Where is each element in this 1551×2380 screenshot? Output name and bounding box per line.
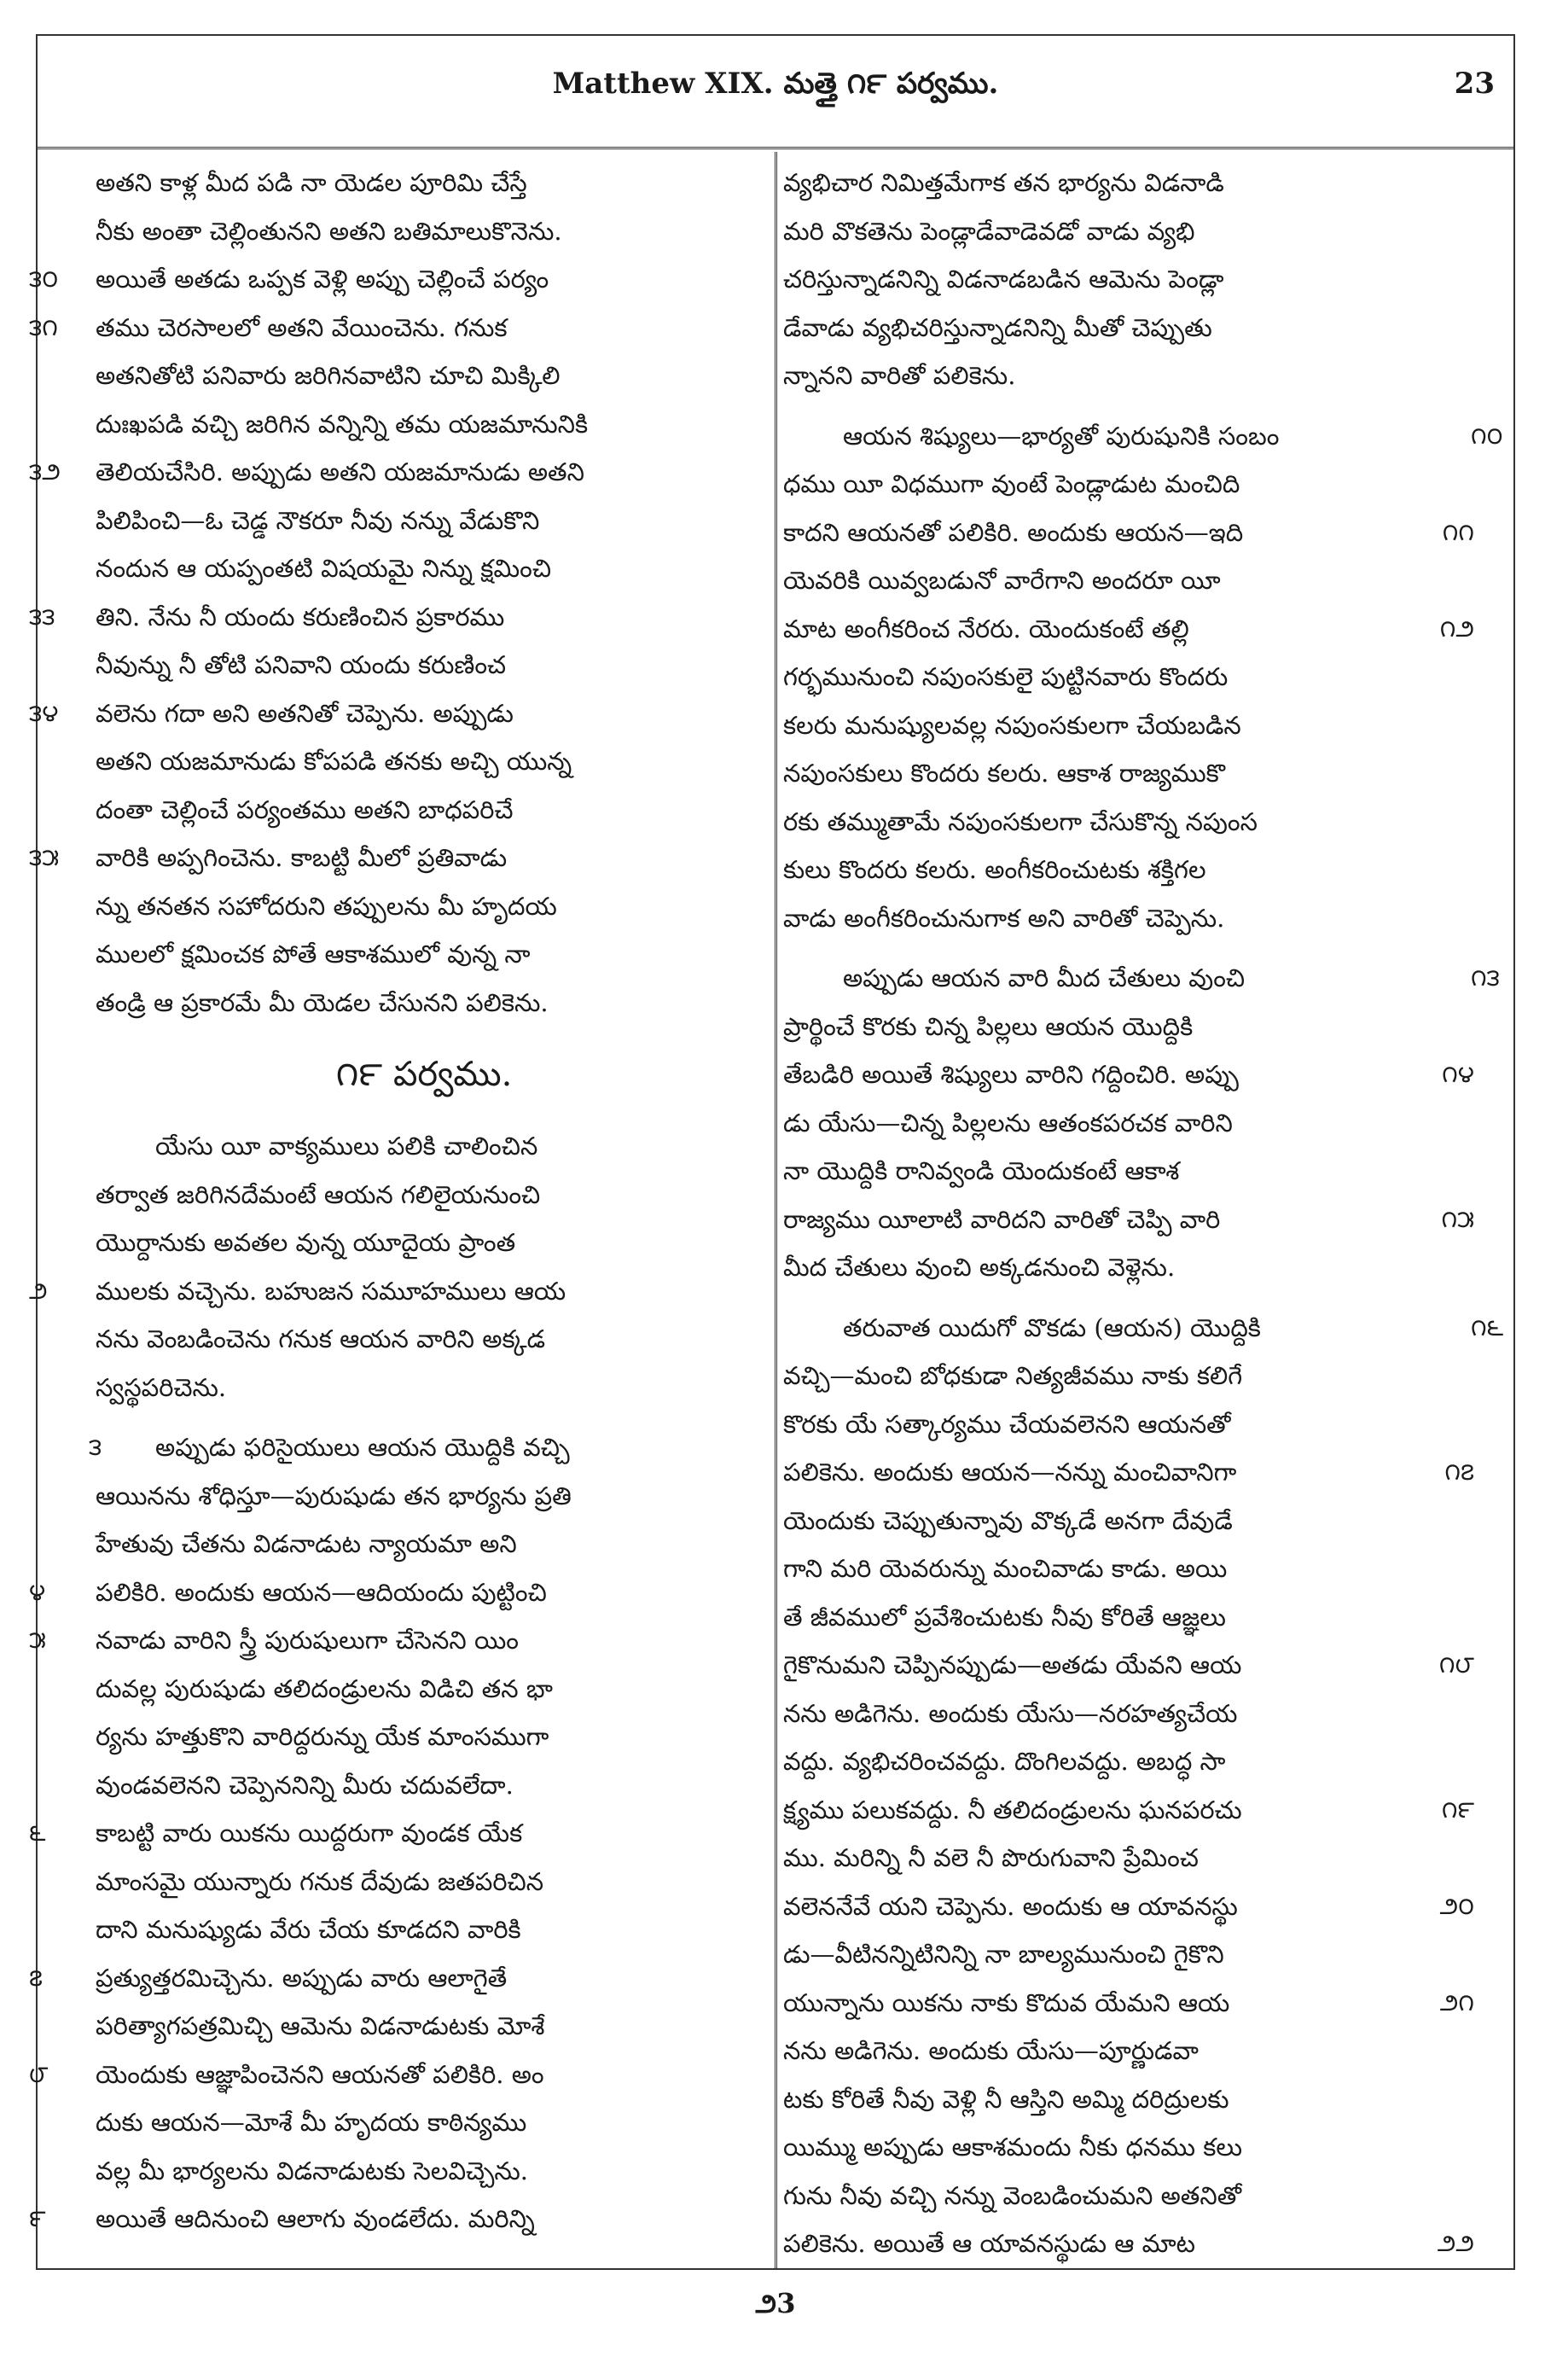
line-text: తండ్రి ఆ ప్రకారమే మీ యెడల చేసునని పలికెను. — [96, 987, 549, 1017]
line-text: ఆయినను శోధిస్తూ—పురుషుడు తన భార్యను ప్రతి — [96, 1481, 572, 1510]
text-line — [783, 1737, 1474, 1786]
verse-number: ౧౧ — [1442, 517, 1474, 546]
line-text: యేసు యీ వాక్యములు పలికి చాలించిన — [155, 1132, 538, 1161]
text-line — [783, 749, 1474, 798]
text-line — [783, 1352, 1474, 1400]
line-text: యెవరికి యివ్వబడునో వారేగాని అందరూ యీ — [783, 566, 1221, 595]
text-line — [96, 400, 752, 449]
line-text: దంతా చెల్లించే పర్యంతము అతని బాధపరిచే — [96, 794, 514, 824]
text-line — [783, 352, 1474, 400]
line-text: కాదని ఆయనతో పలికిరి. అందుకు ఆయన—ఇది — [783, 517, 1244, 547]
text-line — [96, 1472, 752, 1521]
line-text: వుండవలెనని చెప్పెననిన్ని మీరు చదువలేదా. — [96, 1770, 514, 1800]
text-line — [29, 448, 752, 497]
verse-number: ౧౬ — [1471, 1312, 1504, 1341]
text-line — [783, 1196, 1474, 1244]
verse-number: ౩౪ — [29, 698, 59, 727]
line-text: నను అడిగెను. అందుకు యేసు—నరహత్యచేయ — [783, 1698, 1238, 1728]
verse-number: ౯ — [29, 2204, 46, 2232]
line-text: ప్రార్థించే కొరకు చిన్న పిల్లలు ఆయన యొద్దికి — [783, 1011, 1194, 1041]
text-line — [96, 1520, 752, 1568]
text-line — [96, 1171, 752, 1219]
text-line — [783, 605, 1474, 654]
line-text: ప్రత్యుత్తరమిచ్చెను. అప్పుడు వారు ఆలాగైతే — [96, 1963, 508, 1993]
line-text: న్ను తనతన సహోదరుని తప్పులను మీ హృదయ — [96, 891, 557, 921]
verse-number: ౧౨ — [1439, 614, 1474, 643]
text-line — [96, 497, 752, 545]
text-line — [783, 1834, 1474, 1882]
text-line — [783, 159, 1474, 207]
line-text: మీద చేతులు వుంచి అక్కడనుంచి వెళ్లెను. — [783, 1253, 1176, 1282]
text-line — [783, 509, 1474, 557]
verse-number: ౧౫ — [1441, 1204, 1474, 1233]
text-line — [783, 1930, 1474, 1979]
line-text: వాడు అంగీకరించునుగాక అని వారితో చెప్పెను. — [783, 903, 1225, 933]
line-text: మాంసమై యున్నారు గనుక దేవుడు జతపరిచిన — [96, 1866, 544, 1896]
text-line — [96, 544, 752, 593]
line-text: క్ష్యము పలుకవద్దు. నీ తలిదండ్రులను ఘనపరచు — [783, 1795, 1242, 1824]
text-line — [96, 1219, 752, 1267]
verse-number: ౧౯ — [1441, 1795, 1474, 1824]
line-text: గును నీవు వచ్చి నన్ను వెంబడించుమని అతనితో — [783, 2180, 1242, 2210]
line-text: నపుంసకులు కొందరు కలరు. ఆకాశ రాజ్యముకొ — [783, 759, 1226, 788]
chapter-heading: ౧౯ పర్వము. — [335, 1055, 513, 1094]
text-line — [783, 1690, 1474, 1738]
line-text: పలికిరి. అందుకు ఆయన—ఆదియందు పుట్టించి — [96, 1577, 547, 1607]
verse-number: ౩౫ — [29, 843, 60, 871]
text-line — [783, 1147, 1474, 1196]
line-text: యెందుకు ఆజ్ఞాపించెనని ఆయనతో పలికిరి. అం — [96, 2059, 544, 2089]
text-line — [96, 159, 752, 207]
text-line — [783, 2027, 1474, 2075]
line-text: మరి వొకతెను పెండ్లాడేవాడెవడో వాడు వ్యభి — [783, 216, 1195, 246]
verse-number: ౬ — [29, 1818, 46, 1847]
text-line — [783, 954, 1500, 1003]
text-line — [783, 556, 1474, 605]
line-text: అప్పుడు ఫరిసైయులు ఆయన యొద్దికి వచ్చి — [155, 1433, 570, 1462]
text-line — [96, 1761, 752, 1810]
line-text: వారికి అప్పగించెను. కాబట్టి మీలో ప్రతివాడు — [96, 843, 508, 872]
text-line — [783, 798, 1474, 847]
page-header — [38, 36, 1513, 147]
verse-number: ౧౮ — [1438, 1650, 1474, 1679]
text-line — [783, 1545, 1474, 1593]
text-line — [783, 1400, 1474, 1449]
line-text: డు యేసు—చిన్న పిల్లలను ఆతంకపరచక వారిని — [783, 1108, 1233, 1138]
line-text: తర్వాత జరిగినదేమంటే ఆయన గలిలైయనుంచి — [96, 1179, 541, 1209]
line-text: తరువాత యిదుగో వొకడు (ఆయన) యొద్దికి — [843, 1312, 1261, 1342]
verse-number: ౧౭ — [1444, 1458, 1474, 1486]
line-text: రకు తమ్ముతామే నపుంసకులగా చేసుకొన్న నపుంస — [783, 806, 1258, 836]
line-text: రాజ్యము యీలాటి వారిదని వారితో చెప్పి వారి — [783, 1204, 1221, 1234]
text-line — [783, 412, 1503, 461]
text-line — [783, 2220, 1474, 2268]
text-line — [783, 1979, 1474, 2028]
line-text: పిలిపించి—ఓ చెడ్డ నౌకరూ నీవు నన్ను వేడుకొని — [96, 505, 540, 535]
text-line — [29, 255, 752, 304]
line-text: కలరు మనుష్యులవల్ల నపుంసకులగా చేయబడిన — [783, 710, 1241, 740]
line-text: దుఃఖపడి వచ్చి జరిగిన వన్నిన్ని తమ యజమానునికి — [96, 409, 589, 439]
line-text: దువల్ల పురుషుడు తలిదండ్రులను విడిచి తన భా — [96, 1673, 553, 1703]
verse-number: ౩ — [89, 1433, 102, 1461]
text-line — [29, 1616, 752, 1665]
line-text: ర్యను హత్తుకొని వారిద్దరున్ను యేక మాంసముగా — [96, 1722, 549, 1751]
line-text: తెలియచేసిరి. అప్పుడు అతని యజమానుడు అతని — [96, 457, 584, 486]
line-text: అయితే ఆదినుంచి ఆలాగు వుండలేదు. మరిన్ని — [96, 2204, 535, 2233]
line-text: గాని మరి యెవరున్ను మంచివాడు కాడు. అయి — [783, 1554, 1228, 1583]
text-line — [96, 1122, 752, 1171]
text-line — [783, 1304, 1504, 1353]
text-line — [29, 1568, 752, 1617]
line-text: డు—వీటినన్నిటినిన్ని నా బాల్యమునుంచి గైకొని — [783, 1940, 1224, 1969]
line-text: పలికెను. అయితే ఆ యావనస్థుడు ఆ మాట — [783, 2229, 1196, 2258]
line-text: గైకొనుమని చెప్పినప్పుడు—అతడు యేవని ఆయ — [783, 1650, 1242, 1679]
verse-number: ౧౪ — [1442, 1060, 1474, 1088]
line-text: స్వస్థపరిచెను. — [96, 1372, 227, 1402]
text-line — [783, 1497, 1474, 1545]
header-rule — [38, 147, 1513, 149]
line-text: గర్భమునుంచి నపుంసకులై పుట్టినవారు కొందరు — [783, 662, 1229, 691]
text-line — [783, 1593, 1474, 1642]
line-text: అతని కాళ్ల మీద పడి నా యెడల పూరిమి చేస్తే — [96, 168, 527, 197]
text-line — [29, 690, 752, 738]
text-line — [783, 1641, 1474, 1690]
line-text: ఆయన శిష్యులు—భార్యతో పురుషునికి సంబం — [843, 421, 1280, 451]
text-line — [96, 737, 752, 786]
line-text: హేతువు చేతను విడనాడుట న్యాయమా అని — [96, 1529, 517, 1558]
line-text: ములకు వచ్చెను. బహుజన సమూహములు ఆయ — [96, 1276, 566, 1306]
text-line — [29, 2051, 752, 2099]
text-line — [29, 304, 752, 352]
text-line — [96, 641, 752, 690]
line-text: కాబట్టి వారు యికను యిద్దరుగా వుండక యేక — [96, 1818, 523, 1848]
line-text: తము చెరసాలలో అతని వేయించెను. గనుక — [96, 312, 508, 342]
text-line — [29, 1809, 752, 1858]
verse-number: ౩౦ — [29, 265, 59, 293]
line-text: ధము యీ విధముగా వుంటే పెండ్లాడుట మంచిది — [783, 469, 1240, 498]
text-line — [783, 207, 1474, 256]
text-line — [96, 2002, 752, 2051]
verse-number: ౮ — [29, 2059, 49, 2088]
line-text: దుకు ఆయన—మోశే మీ హృదయ కాఠిన్యము — [96, 2108, 527, 2137]
line-text: తిని. నేను నీ యందు కరుణించిన ప్రకారము — [96, 602, 505, 631]
text-line — [783, 1882, 1474, 1931]
text-line — [96, 1364, 752, 1412]
text-line — [96, 1906, 752, 1954]
verse-number: ౨౦ — [1439, 1891, 1474, 1920]
line-text: వ్యభిచార నిమిత్తమేగాక తన భార్యను విడనాడి — [783, 168, 1224, 197]
text-line — [96, 1315, 752, 1364]
line-text: యున్నాను యికను నాకు కొదువ యేమని ఆయ — [783, 1987, 1230, 2017]
text-line — [783, 1448, 1474, 1497]
line-text: యెందుకు చెప్పుతున్నావు వొక్కడే అనగా దేవుడే — [783, 1505, 1233, 1535]
verse-number: ౨ — [29, 1276, 48, 1305]
text-line — [783, 1050, 1474, 1099]
line-text: న్నానని వారితో పలికెను. — [783, 361, 1016, 390]
text-line — [96, 2147, 752, 2196]
line-text: పరిత్యాగపత్రమిచ్చి ఆమెను విడనాడుటకు మోశే — [96, 2011, 545, 2040]
column-divider — [775, 152, 777, 2268]
text-line — [783, 701, 1474, 750]
line-text: వల్ల మీ భార్యలను విడనాడుటకు సెలవిచ్చెను. — [96, 2156, 528, 2185]
text-line — [96, 979, 752, 1027]
verse-number: ౨౧ — [1439, 1987, 1474, 2016]
signature-mark: ౨3 — [755, 2287, 796, 2319]
text-line — [783, 2123, 1474, 2172]
text-line — [96, 786, 752, 835]
line-text: ములలో క్షమించక పోతే ఆకాశములో వున్న నా — [96, 940, 531, 969]
line-text: నందున ఆ యప్పంతటి విషయమై నిన్ను క్షమించి — [96, 554, 552, 583]
verse-number: ౨౨ — [1437, 2229, 1474, 2257]
line-text: నవాడు వారిని స్త్రీ పురుషులుగా చేసెనని యిం — [96, 1626, 519, 1655]
line-text: కొరకు యే సత్కార్యము చేయవలెనని ఆయనతో — [783, 1409, 1231, 1439]
right-column — [783, 159, 1504, 2267]
verse-number: ౩౨ — [29, 457, 61, 486]
text-line — [89, 1423, 752, 1472]
text-line — [783, 653, 1474, 701]
line-text: అతని యజమానుడు కోపపడి తనకు అచ్చి యున్న — [96, 747, 572, 776]
line-text: అప్పుడు ఆయన వారి మీద చేతులు వుంచి — [843, 963, 1246, 992]
line-text: అతనితోటి పనివారు జరిగినవాటిని చూచి మిక్కిలి — [96, 361, 561, 390]
verse-number: ౪ — [29, 1577, 46, 1606]
line-text: తే జీవములో ప్రవేశించుటకు నీవు కోరితే ఆజ్ఞలు — [783, 1602, 1226, 1632]
text-line — [96, 1713, 752, 1761]
text-line — [96, 1858, 752, 1906]
text-line — [96, 207, 752, 256]
line-text: దాని మనుష్యుడు వేరు చేయ కూడదని వారికి — [96, 1915, 521, 1944]
text-line — [96, 2098, 752, 2147]
line-text: తేబడిరి అయితే శిష్యులు వారిని గద్దించిరి. అప్పు — [783, 1060, 1239, 1089]
line-text: వలెననేవే యని చెప్పెను. అందుకు ఆ యావనస్థు — [783, 1891, 1238, 1921]
text-line — [29, 593, 752, 642]
text-line — [783, 2075, 1474, 2124]
verse-number: ౩౧ — [29, 312, 58, 341]
line-text: పలికెను. అందుకు ఆయన—నన్ను మంచివానిగా — [783, 1458, 1237, 1487]
verse-number: ౩౩ — [29, 602, 55, 631]
line-text: నా యొద్దికి రానివ్వండి యెందుకంటే ఆకాశ — [783, 1156, 1180, 1185]
text-line — [29, 1954, 752, 2003]
text-line — [96, 930, 752, 979]
verse-number: ౧౦ — [1471, 421, 1503, 450]
text-line — [783, 1786, 1474, 1835]
text-line — [783, 460, 1474, 509]
text-line — [29, 1267, 752, 1316]
text-line — [783, 1003, 1474, 1051]
line-text: చరిస్తున్నాడనిన్ని విడనాడబడిన ఆమెను పెండ్లా — [783, 265, 1224, 294]
left-column — [29, 159, 752, 2267]
verse-number: ౭ — [29, 1963, 44, 1992]
line-text: వచ్చి—మంచి బోధకుడా నిత్యజీవము నాకు కలిగే — [783, 1361, 1243, 1390]
text-line — [96, 352, 752, 400]
line-text: డేవాడు వ్యభిచరిస్తున్నాడనిన్ని మీతో చెప్పుతు — [783, 312, 1212, 342]
line-text: నను అడిగెను. అందుకు యేసు—పూర్ణుడవా — [783, 2036, 1199, 2065]
line-text: మాట అంగీకరించ నేరరు. యెందుకంటే తల్లి — [783, 614, 1189, 643]
verse-number: ౫ — [29, 1626, 46, 1654]
text-line — [783, 1243, 1474, 1292]
line-text: నీకు అంతా చెల్లింతునని అతని బతిమాలుకొనెను. — [96, 216, 562, 246]
verse-number: ౧౩ — [1471, 963, 1500, 992]
line-text: కులు కొందరు కలరు. అంగీకరించుటకు శక్తిగల — [783, 855, 1206, 884]
text-line — [783, 2172, 1474, 2220]
line-text: యిమ్ము అప్పుడు ఆకాశమందు నీకు ధనము కలు — [783, 2133, 1242, 2162]
line-text: వద్దు. వ్యభిచరించవద్దు. దొంగిలవద్దు. అబద్ధ సా — [783, 1747, 1226, 1776]
text-line — [783, 304, 1474, 352]
line-text: యొర్దానుకు అవతల వున్న యూదైయ ప్రాంత — [96, 1228, 516, 1257]
line-text: నను వెంబడించెను గనుక ఆయన వారిని అక్కడ — [96, 1324, 546, 1353]
text-line — [96, 1665, 752, 1714]
text-line — [783, 894, 1474, 943]
line-text: టకు కోరితే నీవు వెళ్లి నీ ఆస్తిని అమ్మి దరిద్రులకు — [783, 2084, 1229, 2114]
running-title: Matthew XIX. మత్తై ౧౯ పర్వము. — [552, 67, 999, 101]
line-text: వలెను గదా అని అతనితో చెప్పెను. అప్పుడు — [96, 698, 514, 728]
page-number: 23 — [1454, 67, 1495, 101]
text-line — [96, 882, 752, 931]
text-line — [783, 255, 1474, 304]
line-text: నీవున్ను నీ తోటి పనివాని యందు కరుణించ — [96, 650, 507, 679]
text-line — [783, 846, 1474, 894]
line-text: అయితే అతడు ఒప్పక వెళ్లి అప్పు చెల్లించే పర్యం — [96, 265, 549, 294]
text-line — [783, 1099, 1474, 1148]
text-line — [29, 834, 752, 882]
text-line — [29, 2195, 752, 2243]
line-text: ము. మరిన్ని నీ వలె నీ పొరుగువాని ప్రేమించ — [783, 1843, 1199, 1872]
